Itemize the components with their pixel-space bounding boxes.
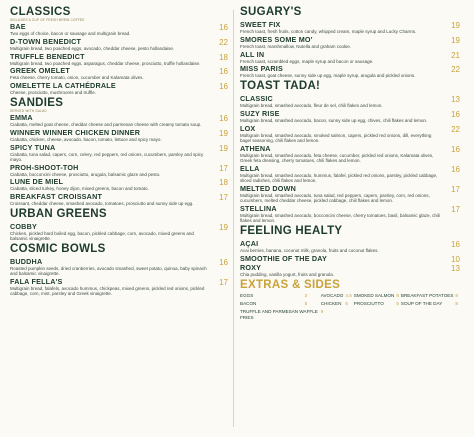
section-subtitle: SERVED WITH SALAD [10,108,47,113]
menu-item-description: Multigrain bread, two poached eggs, asparagus, cheddar cheese, prosciutto, truffle hollandaise. [10,60,201,66]
menu-item [240,125,460,143]
menu-item-description: Multigrain bread, two poached eggs, avocado, cheddar cheese, pesto hollandaise. [10,45,175,51]
section-title: EXTRAS & SIDES [240,278,341,291]
menu-item [10,67,228,80]
extra-price: 4.5 [345,292,352,298]
menu-item-name: ELLA [240,163,260,173]
menu-item-description: Multigrain bread, falafels, avocado hummus, chickpeas, mixed greens, pickled red onions, pickled cabbage, corn, mint, parsley and Greek vinaigrette. [10,285,205,297]
menu-item-name: SWEET FIX [240,20,281,29]
section-title: URBAN GREENS [10,207,107,220]
extra-name: AVOCADO [320,292,344,298]
menu-item [10,129,228,142]
menu-item-description: Ciabatta, chicken, cheese, avocado, bacon, tomato, lettuce and spicy mayo. [10,136,162,142]
menu-item-description: Ciabatta, sliced turkey, honey dijon, mixed greens, bacon and tomato. [10,186,149,192]
menu-item-name: STELLINA [240,203,277,213]
extras-table [240,293,460,323]
extra-price: 6 [345,300,348,306]
menu-item-name: BUDDHA [10,256,43,266]
menu-item-price: 17 [451,184,460,194]
column-divider [233,10,234,427]
section-title: FEELING HEALTY [240,224,343,237]
menu-item [240,95,460,108]
menu-item-name: MELTED DOWN [240,183,296,193]
section-title: SANDIES [10,96,64,109]
extra-price: 5 [304,300,308,306]
menu-item-name: ROXY [240,263,262,273]
extras-section [240,279,460,323]
menu-item-price: 16 [219,67,228,77]
menu-item-name: FALA FELLA'S [10,276,63,286]
menu-item-name: COBBY [10,221,37,231]
menu-item-price: 16 [219,82,228,92]
extra-name: BACON [240,300,257,306]
menu-section-urban-greens [10,208,228,241]
menu-item-description: Croissant, cheddar cheese, smashed avocado, tomatoes, prosciutto and sunny side up egg. [10,201,194,207]
menu-item [10,38,228,51]
section-title: COSMIC BOWLS [10,242,106,255]
menu-item [240,36,460,49]
menu-item-price: 16 [451,144,460,154]
menu-item-price: 16 [219,23,228,32]
menu-item-name: BAE [10,22,26,31]
section-title: TOAST TADA! [240,80,321,93]
menu-item-name: LOX [240,123,256,133]
menu-item-description: Multigrain bread, smashed avocado, hummus, falafel, pickled red onions, parsley, pickled cabbage, sliced radishes, chili flakes and lemon. [240,172,438,183]
menu-item-description: French toast, marshmallow, Nutella and graham cookie. [240,43,352,49]
menu-item-price: 13 [451,95,460,105]
extra-price: 9 [320,308,324,314]
menu-item-description: Roasted pumpkin seeds, dried cranberries, avocado smashed, sweet potato, quinoa, baby spinach and balsamic vinaigrette. [10,265,207,277]
extras-row [240,309,460,323]
menu-item-price: 16 [451,239,460,249]
menu-item-description: French toast, scrambled eggs, maple syrup and bacon or sausage. [240,58,374,64]
menu-item-name: MISS PARIS [240,64,284,74]
menu-item-name: CLASSIC [240,94,273,104]
menu-item-price: 17 [219,163,228,173]
menu-item [240,145,460,163]
section-title: CLASSICS [10,6,71,18]
menu-item-price: 16 [451,109,460,119]
menu-item-price: 16 [219,257,228,267]
extras-row [240,293,460,301]
menu-item-description: Ciabatta, bocconcini cheese, prosciutto, arugula, balsamic glaze and pesto. [10,171,161,177]
extra-name: PROSCIUTTO [353,300,384,306]
menu-item-name: ATHENA [240,143,271,153]
menu-section-feeling-healty [240,225,460,278]
right-column [240,6,460,323]
menu-item [240,240,460,253]
menu-item-price: 16 [219,113,228,123]
menu-item-price: 19 [451,35,460,45]
menu-item-name: ALL IN [240,49,265,59]
menu-item-description: Multigrain bread, smashed avocado, bocconcini cheese, cherry tomatoes, basil, balsamic glaze, chili flakes and lemon. [240,212,440,223]
menu-item-name: SMOOTHIE OF THE DAY [240,253,327,263]
menu-item [240,255,460,263]
extra-name: SOUP OF THE DAY [400,300,443,306]
menu-item [240,165,460,183]
menu-item-price: 18 [219,52,228,62]
menu-item-name: SMORES SOME MO' [240,34,313,44]
menu-item-name: WINNER WINNER CHICKEN DINNER [10,127,141,137]
menu-item-price: 21 [451,50,460,60]
menu-item-name: SPICY TUNA [10,142,56,152]
menu-item-description: Multigrain bread, smashed avocado, tuna salad, red peppers, capers, parsley, corn, red onions, cucumbers, melted cheddar cheese, pickled cabbage, chili flakes and lemon. [240,192,430,203]
menu-item-description: Chicken, pickled hard boiled egg, bacon, pickled cabbage, corn, avocado, mixed greens and balsamic vinaigrette. [10,230,194,242]
menu-item [240,110,460,123]
menu-item-price: 10 [451,254,460,264]
menu-item [10,144,228,162]
menu-item [240,51,460,64]
menu-item [240,264,460,277]
menu-item-name: GREEK OMELET [10,66,70,76]
menu-item-price: 16 [451,164,460,174]
menu-item-description: Cheese, prosciutto, mushrooms and truffle. [10,90,96,96]
menu-section-classics [10,6,228,95]
extra-price: 5 [396,300,399,306]
menu-item [10,53,228,66]
menu-item-price: 19 [219,143,228,153]
menu-item [10,23,228,36]
menu-item-price: 22 [451,124,460,134]
menu-item-name: SUZY RISE [240,108,280,118]
menu-item [10,82,228,95]
menu-item-price: 19 [219,222,228,232]
menu-item-name: TRUFFLE BENEDICT [10,51,85,61]
menu-item-price: 17 [219,193,228,203]
menu-item-description: Chia pudding, vanilla yogurt, fruits and granola. [240,272,335,278]
left-column [10,6,228,298]
menu-item-description: Multigrain bread, smashed avocado, smoked salmon, capers, pickled red onions, dill, everything bagel seasoning, chili flakes and lemon. [240,132,432,143]
menu-item-name: AÇAI [240,238,259,248]
menu-item [10,258,228,276]
menu-item-description: Multigrain bread, smashed avocado, feta cheese, cucumber, pickled red onions, Kalamata olives, Greek feta dressing, cherry tomatoes, chili flakes and lemon. [240,152,434,163]
menu-item-price: 13 [451,264,460,274]
extra-name: CHICKEN [320,300,342,306]
extra-price: 8 [455,300,458,306]
menu-item-name: D-TOWN BENEDICT [10,36,82,46]
menu-item-description: Ciabatta, tuna salad, capers, corn, celery, red peppers, red onions, cucumbers, parsley and spicy mayo. [10,151,204,162]
extra-price: 3 [304,292,308,298]
menu-item-name: EMMA [10,112,33,122]
menu-item-description: Two eggs of choice, bacon or sausage and multigrain bread. [10,31,131,36]
menu-item-description: Ciabatta, melted goat cheese, cheddar cheese and parmesan cheese with creamy tomato soup. [10,121,202,127]
menu-item-description: Acai berries, banana, coconut milk, granola, fruits and coconut flakes. [240,247,379,253]
menu-item-name: PROH-SHOOT-TOH [10,162,79,172]
extra-name: EGGS [240,292,254,298]
menu-section-cosmic-bowls [10,243,228,296]
extra-price: 8 [396,292,399,298]
menu-item-price: 19 [219,128,228,138]
menu-section-sugary-s [240,6,460,79]
extras-row [240,301,460,309]
menu-item-price: 19 [451,21,460,30]
menu-item-price: 22 [451,65,460,75]
menu-item [10,114,228,127]
menu-item-name: LUNE DE MIEL [10,177,64,187]
menu-item [10,178,228,191]
menu-item-price: 22 [219,37,228,47]
menu-item [240,185,460,203]
extra-name: BREAKFAST POTATOES [400,292,454,298]
menu-item-price: 17 [219,277,228,287]
menu-item-description: French toast, goat cheese, sunny side up egg, maple syrup, arugula and pickled onions. [240,73,416,79]
extra-name: SMOKED SALMON [353,292,395,298]
menu-item [240,21,460,34]
menu-item-description: French toast, fresh fruits, cotton candy, whipped cream, maple syrup and Lucky Charms. [240,29,417,34]
menu-item [10,278,228,296]
section-subtitle: INCLUDES A CUP OF FRESH BREW COFFEE [10,18,85,22]
extra-price: 8 [455,292,458,298]
menu-section-sandies [10,97,228,206]
menu-item-price: 18 [219,178,228,188]
menu-item [10,164,228,177]
menu-item [10,193,228,206]
menu-item [10,223,228,241]
menu-item-description: Multigrain bread, smashed avocado, bacon, sunny side up egg, chives, chili flakes and lemon. [240,117,428,123]
section-title: SUGARY'S [240,6,302,18]
menu-item [240,205,460,223]
extra-name: TRUFFLE AND PARMESAN WAFFLE FRIES [240,308,318,320]
menu-item-name: OMELETTE LA CATHÉDRALE [10,81,116,91]
menu-item-description: Multigrain bread, smashed avocado, fleur de sel, chili flakes and lemon. [240,103,383,109]
menu-section-toast-tada [240,80,460,223]
menu-item [240,65,460,78]
menu-item-price: 17 [451,204,460,214]
menu-item-name: BREAKFAST CROISSANT [10,192,103,202]
menu-item-description: Feta cheese, cherry tomato, onion, cucumber and Kalamata olives. [10,75,144,81]
